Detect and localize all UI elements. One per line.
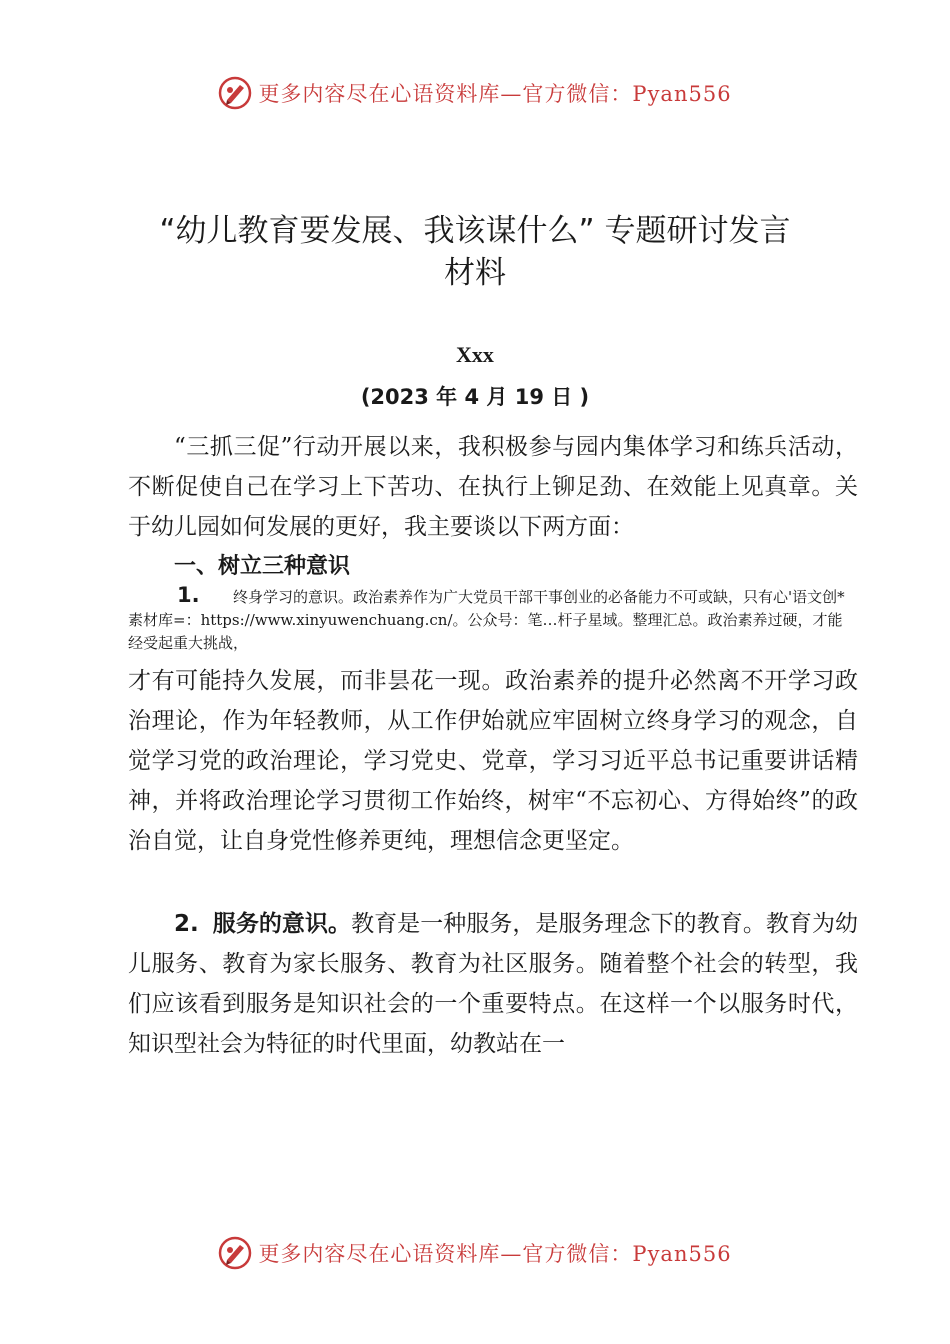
author: Xxx [456,342,494,367]
item2-text: 教育是一种服务，是服务理念下的教育。教育为幼儿服务、教育为家长服务、教育为社区服务。随着整个社会的转型，我们应该看到服务是知识社会的一个重要特点。在这样一个以服务时代，知识型社会为特征的时代里面，幼教站在一 [128,911,859,1057]
document-title: “幼儿教育要发展、我该谋什么” 专题研讨发言材料 [159,213,791,291]
item1-number: 1. [177,583,200,607]
date: (2023 年 4 月 19 日 ) [360,385,590,409]
intro-paragraph: “三抓三促”行动开展以来，我积极参与园内集体学习和练兵活动，不断促使自己在学习上下苦功、在执行上铆足劲、在效能上见真章。关于幼儿园如何发展的更好，我主要谈以下两方面： [128,434,858,540]
item2-lead: 服务的意识。 [212,911,352,937]
header-banner-text: 更多内容尽在心语资料库—官方微信：Pyan556 [258,82,732,106]
item2-paragraph [128,904,858,1064]
pen-logo-icon [218,76,252,110]
pen-logo-icon [218,1236,252,1270]
item1-continued-paragraph: 才有可能持久发展，而非昙花一现。政治素养的提升必然离不开学习政治理论，作为年轻教师，从工作伊始就应牢固树立终身学习的观念，自觉学习党的政治理论，学习党史、党章，学习习近平总书记重要讲话精神，并将政治理论学习贯彻工作始终，树牢“不忘初心、方得始终”的政治自觉，让自身党性修养更纯，理想信念更坚定。 [128,668,858,854]
item2-number: 2. [174,911,199,937]
item1-small-text: 终身学习的意识。政治素养作为广大党员干部干事创业的必备能力不可或缺，只有心'语文创*素材库=：https://www.xinyuwenchuang.cn/。公众号：笔…杆子星域。整理汇总。政治素养过硬，才能经受起重大挑战， [128,588,845,652]
section1-heading: 一、树立三种意识 [174,554,351,579]
footer-banner [0,1230,950,1276]
header-banner [0,70,950,116]
footer-banner-text: 更多内容尽在心语资料库—官方微信：Pyan556 [258,1242,732,1266]
